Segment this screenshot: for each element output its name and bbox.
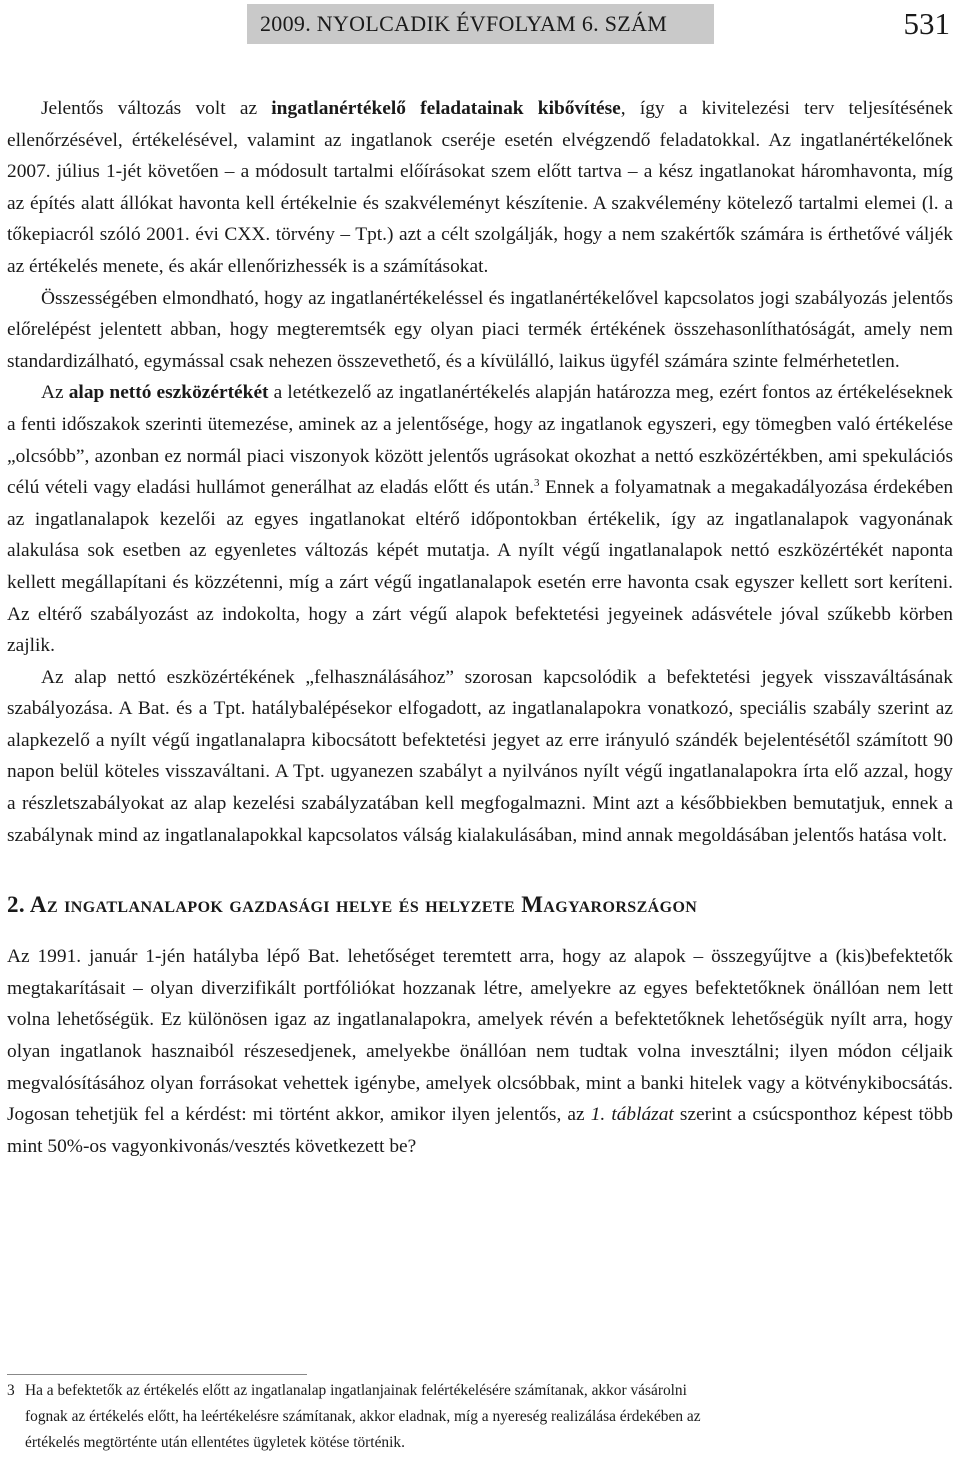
- footnote-number: 3: [7, 1382, 15, 1399]
- paragraph-3-text-b: a letétkezelő az ingatlanértékelés alapján határozza meg, ezért fontos az értékeléseknek a fenti időszakok szerinti ütemezése, aminek az a jelentősége, hogy az ingatlanok egyszeri, egy tömegben való értékelése „olcsóbb”, azonban ez normál piaci viszonyok között jelentős ugrásokat okozhat a nettó eszközértékben, ami spekulációs célú vételi vagy eladási hullámot generálhat az eladás előtt és után.: [7, 382, 953, 499]
- footnote-text-1: Ha a befektetők az értékelés előtt az ingatlanalap ingatlanjainak felértékelésére számítanak, akkor vásárolni: [25, 1382, 687, 1399]
- footnote-line-2: fognak az értékelés előtt, ha leértékelésre számítanak, akkor eladnak, míg a nyereség realizálása érdekében az: [25, 1408, 701, 1425]
- paragraph-3-text-a: Az: [41, 382, 69, 404]
- paragraph-5-text-b: szerint a csúcsponthoz képest több mint 50%-os vagyonkivonás/vesztés következett be?: [7, 1104, 953, 1157]
- footnote-line-3: értékelés megtörténte után ellentétes ügyletek kötése történik.: [25, 1434, 405, 1451]
- paragraph-3-emphasis: alap nettó eszközértékét: [68, 382, 269, 404]
- paragraph-1-emphasis: ingatlanértékelő feladatainak kibővítése: [271, 98, 621, 119]
- paragraph-2: Összességében elmondható, hogy az ingatlanértékeléssel és ingatlanértékelővel kapcsolatos jogi szabályozás jelentős előrelépést jelentett abban, hogy megteremtsék egy olyan piaci termék értékének összehasonlíthatóságát, amely nem standardizálható, egymással csak nehezen összevethető, és a kívülálló, laikus ügyfél számára szinte felmérhetetlen.: [7, 287, 953, 372]
- paragraph-3: [7, 377, 953, 661]
- paragraph-1: [7, 93, 953, 283]
- section-heading: 2. Az ingatlanalapok gazdasági helye és helyzete Magyarországon: [7, 892, 698, 918]
- table-reference: 1. táblázat: [590, 1104, 674, 1126]
- journal-issue-title: 2009. NYOLCADIK ÉVFOLYAM 6. SZÁM: [260, 11, 668, 36]
- paragraph-1-text-b: , így a kivitelezési terv teljesítésének ellenőrzésével, értékelésével, valamint az ingatlanok cseréje esetén elvégzendő feladatokkal. Az ingatlanértékelőnek 2007. július 1-jét követően – a módosult tartalmi előírásokat szem előtt tartva – a kész ingatlanokat háromhavonta, míg az építés alatt állókat havonta kell értékelnie és szakvéleményt készítenie. A szakvélemény kötelező tartalmi elemei (l. a tőkepiacról szóló 2001. évi CXX. törvény – Tpt.) azt a célt szolgálják, hogy a nem szakértők számára is érthetővé váljék az értékelés menete, és akár ellenőrizhessék is a számításokat.: [7, 98, 953, 277]
- footnote-divider: [7, 1374, 307, 1375]
- paragraph-3-text-c: Ennek a folyamatnak a megakadályozása érdekében az ingatlanalapok kezelői az egyes ingatlanokat eltérő időpontokban értékelik, így az ingatlanalapok vagyonának alakulása sok esetben az egyenletes változás képét mutatja. A nyílt végű ingatlanalapok nettó eszközértékét naponta kellett megállapítani és közzétenni, míg a zárt végű ingatlanalapok esetén erre havonta csak egyszer kellett sort keríteni. Az eltérő szabályozást az indokolta, hogy a zárt végű alapok befektetési jegyeinek adásvétele jóval szűkebb körben zajlik.: [7, 477, 954, 657]
- paragraph-5: [7, 941, 953, 1162]
- running-header: [0, 0, 960, 48]
- paragraph-5-text-a: Az 1991. január 1-jén hatályba lépő Bat. lehetőséget teremtett arra, hogy az alapok – összegyűjtve a (kis)befektetők megtakarításait – olyan diverzifikált portfóliókat hozzanak létre, amelyekre az egyes befektetőknek önállóan nem lett volna lehetőségük. Ez különösen igaz az ingatlanalapokra, amelyek révén a befektetőknek lehetőségük nyílt arra, hogy olyan ingatlanok hasznaiból részesedjenek, amelyekbe önállóan nem tudtak volna invesztálni; ilyen módon céljaik megvalósításához olyan forrásokat vehettek igénybe, amelyek olcsóbbak, mint a banki hitelek vagy a kötvénykibocsátás. Jogosan tehetjük fel a kérdést: mi történt akkor, amikor ilyen jelentős, az: [7, 946, 953, 1126]
- paragraph-1-text-a: Jelentős változás volt az: [41, 98, 272, 119]
- article-body: [7, 93, 953, 1162]
- footnote-reference: 3: [533, 477, 540, 490]
- footnote: [7, 1378, 953, 1456]
- paragraph-4: Az alap nettó eszközértékének „felhasználásához” szorosan kapcsolódik a befektetési jegyek visszaváltásának szabályozása. A Bat. és a Tpt. hatálybalépésekor elfogadott, az ingatlanalapokra vonatkozó, speciális szabály szerint az alapkezelő a nyílt végű ingatlanalapra kibocsátott befektetési jegyet az erre irányuló szándék bejelentésétől számított 90 napon belül köteles visszaváltani. A Tpt. ugyanezen szabályt a nyilvános nyílt végű ingatlanalapokra írta elő azzal, hogy a részletszabályokat az alap kezelési szabályzatában kell megfogalmazni. Mint azt a későbbiekben bemutatjuk, ennek a szabálynak mind az ingatlanalapokkal kapcsolatos válság kialakulásában, mind annak megoldásában jelentős hatása volt.: [7, 666, 953, 846]
- footnote-line-1: [7, 1378, 953, 1404]
- page-number: 531: [903, 6, 950, 41]
